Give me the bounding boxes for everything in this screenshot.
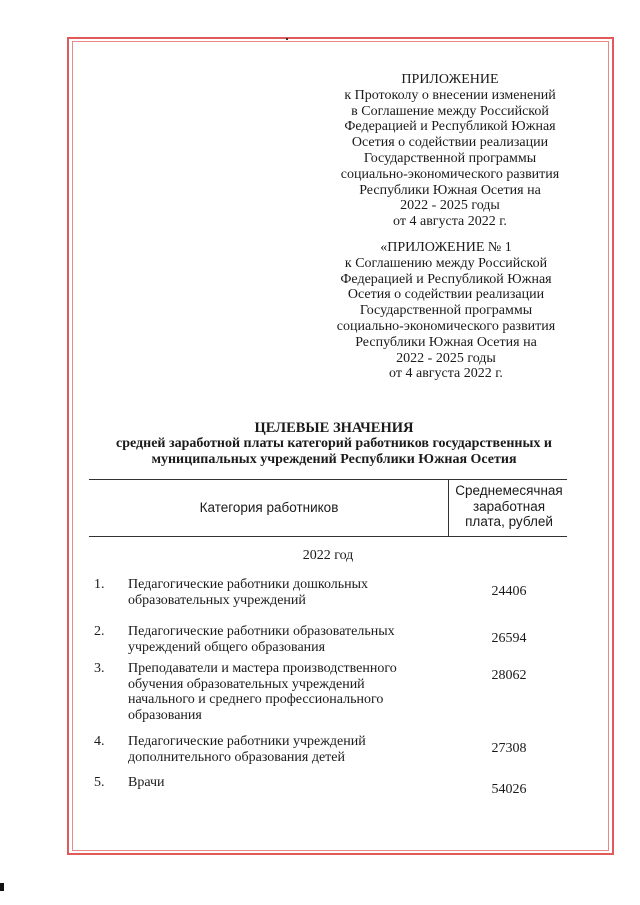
row-category-line: Врачи xyxy=(128,775,165,790)
row-category-line: обучения образовательных учреждений xyxy=(128,676,365,692)
row-number: 3. xyxy=(94,661,105,676)
title-line: ЦЕЛЕВЫЕ ЗНАЧЕНИЯ xyxy=(254,420,414,436)
row-category xyxy=(128,734,438,765)
appendix-line: Федерацией и Республикой Южная xyxy=(340,271,552,287)
table-header-rule xyxy=(89,536,567,537)
appendix-line: ПРИЛОЖЕНИЕ xyxy=(401,72,499,87)
row-salary: 26594 xyxy=(491,631,527,646)
appendix-line: от 4 августа 2022 г. xyxy=(393,214,507,230)
row-salary: 54026 xyxy=(491,782,527,797)
appendix-line: 2022 - 2025 годы xyxy=(396,350,496,366)
document-title xyxy=(84,420,584,468)
year-heading: 2022 год xyxy=(302,548,354,563)
subtitle-line: средней заработной платы категорий работников государственных и xyxy=(116,436,552,451)
appendix-line: в Соглашение между Российской xyxy=(351,103,549,119)
scan-edge-mark xyxy=(0,883,4,891)
appendix-protocol-header xyxy=(300,72,600,230)
appendix-line: Республики Южная Осетия на xyxy=(355,334,537,350)
appendix-line: Осетия о содействии реализации xyxy=(351,135,549,151)
appendix-line: социально-экономического развития xyxy=(336,318,556,334)
appendix-line: Республики Южная Осетия на xyxy=(359,182,541,198)
row-category xyxy=(128,577,438,608)
appendix-agreement-header xyxy=(296,240,596,382)
row-salary: 24406 xyxy=(491,584,527,599)
row-number: 5. xyxy=(94,775,105,790)
row-category-line: образования xyxy=(128,707,202,723)
row-salary: 27308 xyxy=(491,741,527,756)
appendix-line: к Протоколу о внесении изменений xyxy=(344,87,556,103)
row-number: 4. xyxy=(94,734,105,749)
column-header-salary xyxy=(450,483,568,530)
appendix-line: Федерацией и Республикой Южная xyxy=(344,119,556,135)
row-category-line: Преподаватели и мастера производственного xyxy=(128,661,397,676)
scan-speck xyxy=(286,38,288,40)
row-category xyxy=(128,661,438,723)
appendix-line: от 4 августа 2022 г. xyxy=(389,366,503,382)
appendix-line: 2022 - 2025 годы xyxy=(400,198,500,214)
row-category xyxy=(128,775,438,791)
row-category-line: Педагогические работники учреждений xyxy=(128,734,366,749)
column-header-line: плата, рублей xyxy=(465,514,553,529)
row-category-line: Педагогические работники дошкольных xyxy=(128,577,369,592)
appendix-line: «ПРИЛОЖЕНИЕ № 1 xyxy=(380,240,512,255)
row-number: 2. xyxy=(94,624,105,639)
appendix-line: Государственной программы xyxy=(363,150,537,166)
row-category-line: начального и среднего профессионального xyxy=(128,692,384,707)
column-header-category: Категория работников xyxy=(199,500,339,515)
row-category-line: Педагогические работники образовательных xyxy=(128,624,395,639)
appendix-line: к Соглашению между Российской xyxy=(344,255,548,271)
subtitle-line: муниципальных учреждений Республики Южная Осетия xyxy=(151,452,517,467)
row-category-line: учреждений общего образования xyxy=(128,639,326,655)
table-column-divider xyxy=(448,479,449,536)
appendix-line: социально-экономического развития xyxy=(340,166,560,182)
appendix-line: Осетия о содействии реализации xyxy=(347,287,545,303)
row-category xyxy=(128,624,438,655)
row-category-line: образовательных учреждений xyxy=(128,592,306,608)
row-category-line: дополнительного образования детей xyxy=(128,749,345,765)
column-header-line: Среднемесячная xyxy=(455,483,563,498)
row-number: 1. xyxy=(94,577,105,592)
row-salary: 28062 xyxy=(491,668,527,683)
column-header-line: заработная xyxy=(472,498,546,514)
table-top-rule xyxy=(89,479,567,480)
appendix-line: Государственной программы xyxy=(359,303,533,319)
